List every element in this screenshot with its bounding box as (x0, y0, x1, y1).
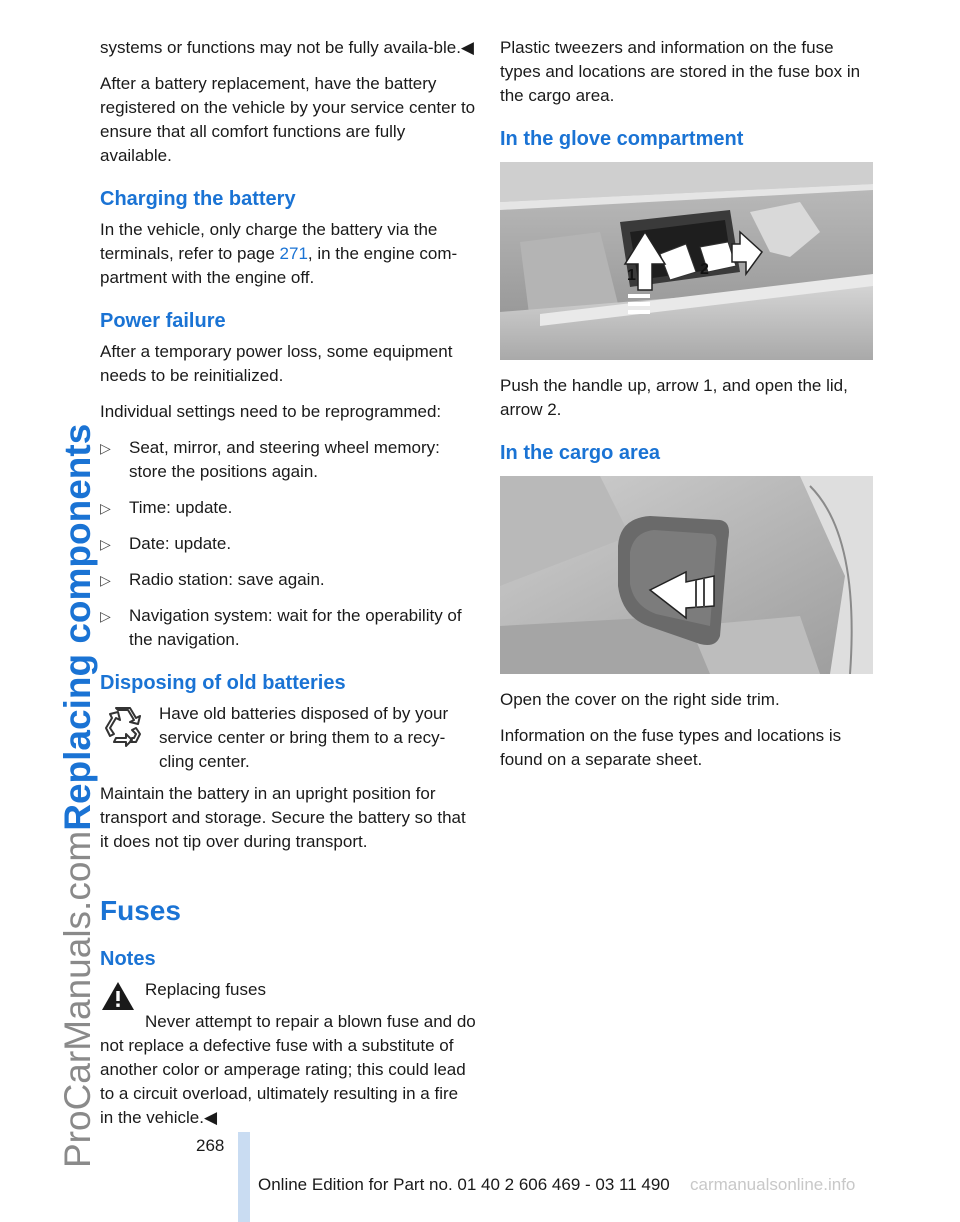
left-column (100, 36, 476, 1142)
charging-text-after: , in the engine com-partment with the engine off. (100, 244, 458, 287)
triangle-bullet-icon: ▷ (100, 500, 111, 516)
paragraph: Information on the fuse types and locations is found on a separate sheet. (500, 726, 842, 769)
list-item (100, 436, 476, 484)
list-item-text: Time: update. (129, 498, 233, 517)
charging-text-before: In the vehicle, only charge the battery via the terminals, refer to page (100, 220, 438, 263)
arrow-1-label: 1 (627, 267, 636, 284)
recycling-icon (100, 704, 146, 757)
arrow-2-label: 2 (700, 261, 709, 278)
side-tab-section: Replacing components (57, 423, 98, 831)
triangle-bullet-icon: ▷ (100, 572, 111, 588)
list-item-text: Seat, mirror, and steering wheel memory: store the positions again. (129, 438, 440, 481)
side-tab (0, 40, 98, 1170)
list-item (100, 604, 476, 652)
list-item (100, 496, 476, 520)
heading-glove-compartment: In the glove compartment (500, 128, 744, 150)
glove-caption: Push the handle up, arrow 1, and open the lid, arrow 2. (500, 376, 848, 419)
triangle-bullet-icon: ▷ (100, 608, 111, 624)
cargo-area-figure (500, 476, 873, 674)
charging-paragraph (100, 218, 476, 290)
warning-icon (100, 980, 136, 1019)
recycling-note (100, 702, 476, 774)
paragraph: systems or functions may not be fully availa-ble.◀ (100, 38, 475, 57)
paragraph: Maintain the battery in an upright position for transport and storage. Secure the battery so that it does not tip over during transport. (100, 784, 466, 851)
side-tab-text (58, 424, 98, 1168)
watermark: carmanualsonline.info (690, 1175, 856, 1194)
list-item (100, 568, 476, 592)
warning-title: Replacing fuses (145, 980, 266, 999)
paragraph: After a temporary power loss, some equipment needs to be reinitialized. (100, 342, 453, 385)
reprogram-list (100, 436, 476, 652)
list-item-text: Date: update. (129, 534, 232, 553)
heading-cargo-area: In the cargo area (500, 442, 661, 464)
recycling-note-text: Have old batteries disposed of by your service center or bring them to a recy-cling center. (159, 704, 449, 771)
side-tab-site: ProCarManuals.com (57, 830, 98, 1168)
paragraph: Open the cover on the right side trim. (500, 690, 780, 709)
page-number: 268 (196, 1136, 225, 1155)
paragraph: After a battery replacement, have the battery registered on the vehicle by your service center to ensure that all comfort functions are fully available. (100, 74, 476, 165)
page-reference-link[interactable]: 271 (279, 244, 308, 263)
page-footer (0, 1132, 960, 1222)
heading-charging-battery: Charging the battery (100, 188, 296, 210)
heading-disposing-batteries: Disposing of old batteries (100, 672, 346, 694)
right-column (500, 36, 874, 784)
heading-notes: Notes (100, 948, 156, 970)
warning-note (100, 978, 476, 1130)
glove-compartment-figure (500, 162, 873, 360)
warning-text (100, 1010, 476, 1130)
list-item-text: Navigation system: wait for the operability of the navigation. (129, 606, 462, 649)
paragraph: Individual settings need to be reprogrammed: (100, 402, 442, 421)
paragraph: Plastic tweezers and information on the fuse types and locations are stored in the fuse box in the cargo area. (500, 38, 861, 105)
list-item-text: Radio station: save again. (129, 570, 325, 589)
triangle-bullet-icon: ▷ (100, 536, 111, 552)
footer-bar (238, 1132, 250, 1222)
heading-fuses: Fuses (100, 895, 181, 926)
warning-body: Never attempt to repair a blown fuse and do not replace a defective fuse with a substitute of another color or amperage rating; this could lead to a circuit overload, ultimately resulting in a fire in the vehicle.◀ (100, 1012, 476, 1127)
edition-note: Online Edition for Part no. 01 40 2 606 469 - 03 11 490 (258, 1175, 670, 1194)
triangle-bullet-icon: ▷ (100, 440, 111, 456)
heading-power-failure: Power failure (100, 310, 226, 332)
list-item (100, 532, 476, 556)
